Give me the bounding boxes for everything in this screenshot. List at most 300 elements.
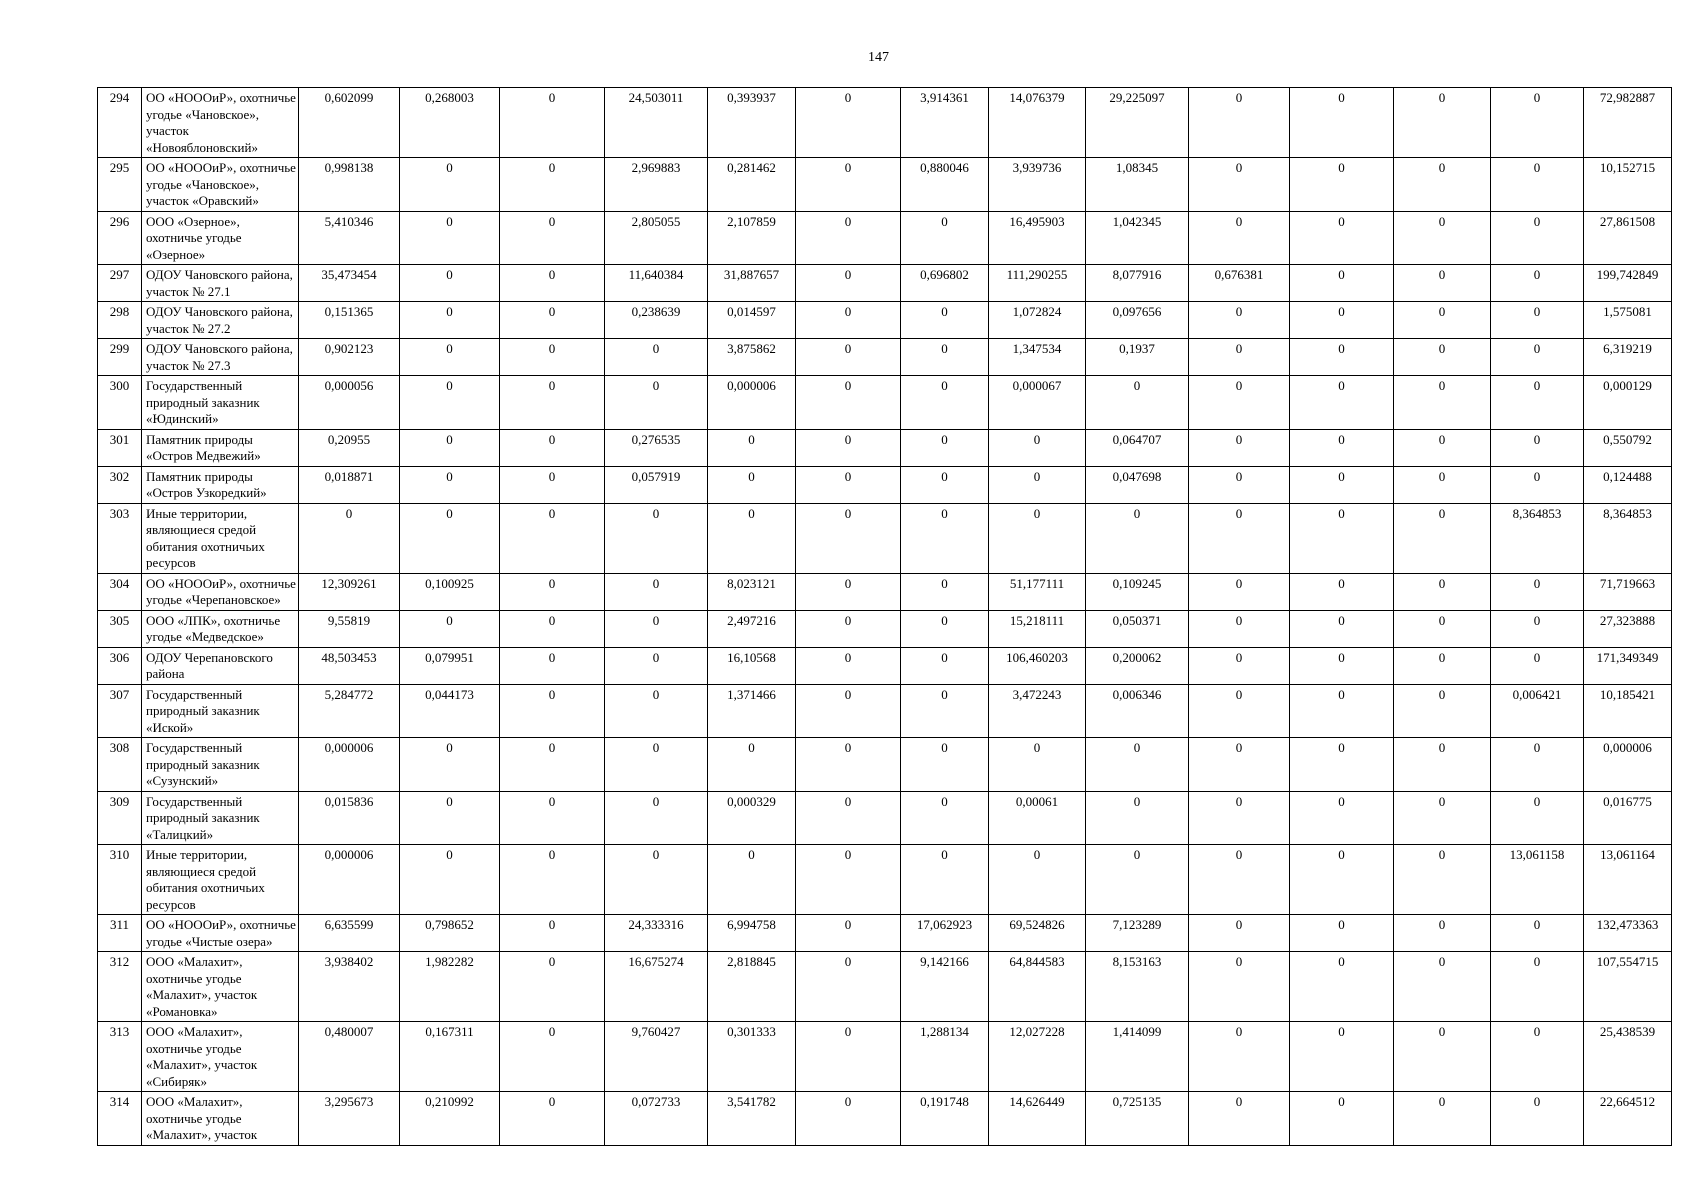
value-cell-2: 0 [400, 466, 500, 503]
value-cell-8: 0 [989, 466, 1086, 503]
row-number: 305 [98, 610, 142, 647]
table-row [98, 915, 1672, 952]
value-cell-3: 0 [500, 88, 605, 158]
value-cell-7: 0 [901, 503, 989, 573]
table-body [98, 88, 1672, 1146]
value-cell-7: 0 [901, 376, 989, 430]
table-row [98, 738, 1672, 792]
row-number: 302 [98, 466, 142, 503]
value-cell-2: 0,798652 [400, 915, 500, 952]
value-cell-8: 14,626449 [989, 1092, 1086, 1146]
value-cell-1: 9,55819 [299, 610, 400, 647]
value-cell-3: 0 [500, 647, 605, 684]
value-cell-13: 0 [1491, 1022, 1584, 1092]
value-cell-4: 0 [605, 573, 708, 610]
value-cell-7: 0 [901, 647, 989, 684]
value-cell-10: 0 [1189, 738, 1290, 792]
row-number: 314 [98, 1092, 142, 1146]
value-cell-7: 0 [901, 339, 989, 376]
row-name: Государственный природный заказник «Юдинский» [142, 376, 299, 430]
value-cell-4: 0 [605, 738, 708, 792]
value-cell-5: 0 [708, 738, 796, 792]
value-cell-9: 0 [1086, 503, 1189, 573]
value-cell-4: 2,805055 [605, 211, 708, 265]
value-cell-1: 0,151365 [299, 302, 400, 339]
row-name: ОДОУ Чановского района, участок № 27.1 [142, 265, 299, 302]
value-cell-11: 0 [1290, 339, 1394, 376]
row-number: 310 [98, 845, 142, 915]
value-cell-3: 0 [500, 684, 605, 738]
value-cell-4: 11,640384 [605, 265, 708, 302]
row-name: Иные территории, являющиеся средой обитания охотничьих ресурсов [142, 845, 299, 915]
value-cell-4: 0 [605, 684, 708, 738]
value-cell-10: 0 [1189, 211, 1290, 265]
value-cell-5: 0,301333 [708, 1022, 796, 1092]
value-cell-8: 0 [989, 503, 1086, 573]
value-cell-11: 0 [1290, 915, 1394, 952]
value-cell-9: 1,08345 [1086, 158, 1189, 212]
value-cell-8: 14,076379 [989, 88, 1086, 158]
value-cell-5: 1,371466 [708, 684, 796, 738]
value-cell-1: 0,000006 [299, 738, 400, 792]
value-cell-14: 0,000006 [1584, 738, 1672, 792]
value-cell-4: 0 [605, 376, 708, 430]
value-cell-12: 0 [1394, 1092, 1491, 1146]
value-cell-3: 0 [500, 211, 605, 265]
row-number: 296 [98, 211, 142, 265]
value-cell-5: 2,818845 [708, 952, 796, 1022]
value-cell-7: 9,142166 [901, 952, 989, 1022]
value-cell-11: 0 [1290, 610, 1394, 647]
value-cell-5: 0 [708, 466, 796, 503]
value-cell-11: 0 [1290, 952, 1394, 1022]
value-cell-7: 0 [901, 211, 989, 265]
value-cell-12: 0 [1394, 88, 1491, 158]
value-cell-10: 0 [1189, 376, 1290, 430]
value-cell-3: 0 [500, 503, 605, 573]
value-cell-9: 0,109245 [1086, 573, 1189, 610]
value-cell-9: 1,414099 [1086, 1022, 1189, 1092]
value-cell-2: 0 [400, 791, 500, 845]
value-cell-7: 3,914361 [901, 88, 989, 158]
value-cell-1: 0,998138 [299, 158, 400, 212]
value-cell-8: 12,027228 [989, 1022, 1086, 1092]
value-cell-4: 0 [605, 647, 708, 684]
value-cell-9: 0,050371 [1086, 610, 1189, 647]
value-cell-11: 0 [1290, 158, 1394, 212]
value-cell-12: 0 [1394, 1022, 1491, 1092]
value-cell-2: 0 [400, 158, 500, 212]
value-cell-7: 17,062923 [901, 915, 989, 952]
value-cell-12: 0 [1394, 466, 1491, 503]
value-cell-10: 0 [1189, 684, 1290, 738]
value-cell-7: 0,696802 [901, 265, 989, 302]
value-cell-7: 0 [901, 845, 989, 915]
value-cell-4: 16,675274 [605, 952, 708, 1022]
value-cell-7: 0 [901, 429, 989, 466]
row-number: 309 [98, 791, 142, 845]
row-name: Государственный природный заказник «Сузунский» [142, 738, 299, 792]
value-cell-9: 0,064707 [1086, 429, 1189, 466]
table-row [98, 376, 1672, 430]
row-number: 299 [98, 339, 142, 376]
value-cell-10: 0 [1189, 466, 1290, 503]
value-cell-8: 0,00061 [989, 791, 1086, 845]
value-cell-14: 71,719663 [1584, 573, 1672, 610]
value-cell-6: 0 [796, 845, 901, 915]
value-cell-8: 0,000067 [989, 376, 1086, 430]
value-cell-12: 0 [1394, 610, 1491, 647]
table-row [98, 466, 1672, 503]
value-cell-8: 3,939736 [989, 158, 1086, 212]
value-cell-4: 0 [605, 845, 708, 915]
value-cell-9: 0,1937 [1086, 339, 1189, 376]
value-cell-7: 0 [901, 738, 989, 792]
value-cell-9: 0,047698 [1086, 466, 1189, 503]
value-cell-5: 3,875862 [708, 339, 796, 376]
value-cell-2: 0 [400, 302, 500, 339]
value-cell-12: 0 [1394, 952, 1491, 1022]
value-cell-13: 0 [1491, 88, 1584, 158]
value-cell-8: 106,460203 [989, 647, 1086, 684]
value-cell-13: 0 [1491, 429, 1584, 466]
value-cell-10: 0 [1189, 88, 1290, 158]
row-number: 304 [98, 573, 142, 610]
row-name: Государственный природный заказник «Талицкий» [142, 791, 299, 845]
page-number: 147 [868, 50, 889, 65]
value-cell-13: 0 [1491, 466, 1584, 503]
value-cell-6: 0 [796, 791, 901, 845]
value-cell-13: 0 [1491, 211, 1584, 265]
value-cell-10: 0 [1189, 952, 1290, 1022]
value-cell-2: 0 [400, 265, 500, 302]
value-cell-2: 0 [400, 376, 500, 430]
row-name: Памятник природы «Остров Медвежий» [142, 429, 299, 466]
value-cell-11: 0 [1290, 265, 1394, 302]
value-cell-8: 111,290255 [989, 265, 1086, 302]
table-row [98, 211, 1672, 265]
value-cell-9: 8,077916 [1086, 265, 1189, 302]
value-cell-14: 13,061164 [1584, 845, 1672, 915]
value-cell-13: 0 [1491, 302, 1584, 339]
value-cell-9: 1,042345 [1086, 211, 1189, 265]
value-cell-14: 0,124488 [1584, 466, 1672, 503]
value-cell-12: 0 [1394, 265, 1491, 302]
value-cell-5: 0,281462 [708, 158, 796, 212]
table-row [98, 1092, 1672, 1146]
value-cell-14: 27,323888 [1584, 610, 1672, 647]
value-cell-6: 0 [796, 265, 901, 302]
value-cell-14: 199,742849 [1584, 265, 1672, 302]
value-cell-13: 0 [1491, 791, 1584, 845]
row-name: ОО «НОООиР», охотничье угодье «Черепановское» [142, 573, 299, 610]
value-cell-3: 0 [500, 302, 605, 339]
value-cell-4: 0 [605, 791, 708, 845]
value-cell-5: 6,994758 [708, 915, 796, 952]
value-cell-11: 0 [1290, 376, 1394, 430]
value-cell-14: 22,664512 [1584, 1092, 1672, 1146]
value-cell-11: 0 [1290, 1092, 1394, 1146]
table-row [98, 265, 1672, 302]
value-cell-11: 0 [1290, 1022, 1394, 1092]
table-row [98, 158, 1672, 212]
value-cell-8: 0 [989, 845, 1086, 915]
value-cell-10: 0 [1189, 610, 1290, 647]
value-cell-6: 0 [796, 503, 901, 573]
value-cell-10: 0 [1189, 503, 1290, 573]
value-cell-10: 0 [1189, 1022, 1290, 1092]
value-cell-13: 0 [1491, 1092, 1584, 1146]
value-cell-14: 6,319219 [1584, 339, 1672, 376]
value-cell-12: 0 [1394, 647, 1491, 684]
value-cell-11: 0 [1290, 791, 1394, 845]
value-cell-3: 0 [500, 791, 605, 845]
value-cell-4: 0,072733 [605, 1092, 708, 1146]
value-cell-2: 0,167311 [400, 1022, 500, 1092]
table-row [98, 1022, 1672, 1092]
value-cell-1: 5,410346 [299, 211, 400, 265]
value-cell-8: 1,072824 [989, 302, 1086, 339]
value-cell-12: 0 [1394, 503, 1491, 573]
value-cell-14: 10,152715 [1584, 158, 1672, 212]
value-cell-14: 25,438539 [1584, 1022, 1672, 1092]
row-name: Государственный природный заказник «Иской» [142, 684, 299, 738]
value-cell-13: 0 [1491, 573, 1584, 610]
value-cell-11: 0 [1290, 845, 1394, 915]
value-cell-11: 0 [1290, 503, 1394, 573]
value-cell-2: 0 [400, 429, 500, 466]
value-cell-5: 3,541782 [708, 1092, 796, 1146]
value-cell-7: 0 [901, 466, 989, 503]
value-cell-11: 0 [1290, 684, 1394, 738]
value-cell-4: 0 [605, 610, 708, 647]
value-cell-1: 12,309261 [299, 573, 400, 610]
value-cell-12: 0 [1394, 738, 1491, 792]
row-name: ООО «Малахит», охотничье угодье «Малахит», участок «Романовка» [142, 952, 299, 1022]
value-cell-1: 0,000006 [299, 845, 400, 915]
value-cell-3: 0 [500, 915, 605, 952]
value-cell-6: 0 [796, 88, 901, 158]
row-name: ОО «НОООиР», охотничье угодье «Чистые озера» [142, 915, 299, 952]
value-cell-1: 5,284772 [299, 684, 400, 738]
data-table [97, 87, 1672, 1146]
value-cell-13: 8,364853 [1491, 503, 1584, 573]
value-cell-2: 0 [400, 339, 500, 376]
row-name: Памятник природы «Остров Узкоредкий» [142, 466, 299, 503]
value-cell-6: 0 [796, 573, 901, 610]
value-cell-5: 31,887657 [708, 265, 796, 302]
value-cell-10: 0 [1189, 845, 1290, 915]
value-cell-9: 0 [1086, 738, 1189, 792]
row-number: 312 [98, 952, 142, 1022]
value-cell-6: 0 [796, 952, 901, 1022]
row-name: ОО «НОООиР», охотничье угодье «Чановское», участок «Новояблоновский» [142, 88, 299, 158]
value-cell-1: 0,018871 [299, 466, 400, 503]
value-cell-12: 0 [1394, 211, 1491, 265]
value-cell-1: 0,20955 [299, 429, 400, 466]
value-cell-13: 0 [1491, 738, 1584, 792]
row-number: 295 [98, 158, 142, 212]
value-cell-2: 1,982282 [400, 952, 500, 1022]
row-name: ОДОУ Чановского района, участок № 27.2 [142, 302, 299, 339]
value-cell-6: 0 [796, 158, 901, 212]
value-cell-10: 0 [1189, 339, 1290, 376]
value-cell-5: 2,497216 [708, 610, 796, 647]
row-name: ООО «Малахит», охотничье угодье «Малахит», участок «Сибиряк» [142, 1022, 299, 1092]
value-cell-7: 0,880046 [901, 158, 989, 212]
row-number: 308 [98, 738, 142, 792]
value-cell-3: 0 [500, 738, 605, 792]
value-cell-1: 3,938402 [299, 952, 400, 1022]
value-cell-8: 15,218111 [989, 610, 1086, 647]
value-cell-9: 0,200062 [1086, 647, 1189, 684]
value-cell-11: 0 [1290, 647, 1394, 684]
value-cell-9: 0,097656 [1086, 302, 1189, 339]
value-cell-8: 64,844583 [989, 952, 1086, 1022]
value-cell-4: 2,969883 [605, 158, 708, 212]
value-cell-3: 0 [500, 952, 605, 1022]
value-cell-14: 171,349349 [1584, 647, 1672, 684]
value-cell-2: 0,268003 [400, 88, 500, 158]
value-cell-6: 0 [796, 466, 901, 503]
value-cell-4: 0,276535 [605, 429, 708, 466]
value-cell-14: 72,982887 [1584, 88, 1672, 158]
value-cell-6: 0 [796, 1022, 901, 1092]
value-cell-3: 0 [500, 1022, 605, 1092]
value-cell-8: 16,495903 [989, 211, 1086, 265]
table-row [98, 845, 1672, 915]
row-number: 294 [98, 88, 142, 158]
table-row [98, 573, 1672, 610]
row-number: 307 [98, 684, 142, 738]
value-cell-13: 0 [1491, 376, 1584, 430]
value-cell-8: 1,347534 [989, 339, 1086, 376]
value-cell-13: 13,061158 [1491, 845, 1584, 915]
value-cell-3: 0 [500, 339, 605, 376]
value-cell-6: 0 [796, 211, 901, 265]
value-cell-8: 51,177111 [989, 573, 1086, 610]
table-row [98, 88, 1672, 158]
value-cell-1: 48,503453 [299, 647, 400, 684]
value-cell-14: 0,000129 [1584, 376, 1672, 430]
value-cell-6: 0 [796, 684, 901, 738]
value-cell-5: 0 [708, 503, 796, 573]
value-cell-14: 0,016775 [1584, 791, 1672, 845]
value-cell-11: 0 [1290, 466, 1394, 503]
value-cell-2: 0 [400, 738, 500, 792]
value-cell-12: 0 [1394, 845, 1491, 915]
value-cell-12: 0 [1394, 791, 1491, 845]
value-cell-8: 0 [989, 738, 1086, 792]
value-cell-9: 29,225097 [1086, 88, 1189, 158]
value-cell-9: 8,153163 [1086, 952, 1189, 1022]
value-cell-10: 0 [1189, 302, 1290, 339]
value-cell-3: 0 [500, 1092, 605, 1146]
value-cell-12: 0 [1394, 573, 1491, 610]
value-cell-2: 0 [400, 211, 500, 265]
value-cell-1: 6,635599 [299, 915, 400, 952]
value-cell-6: 0 [796, 1092, 901, 1146]
value-cell-2: 0,044173 [400, 684, 500, 738]
value-cell-3: 0 [500, 265, 605, 302]
value-cell-2: 0 [400, 610, 500, 647]
value-cell-12: 0 [1394, 158, 1491, 212]
value-cell-4: 0 [605, 503, 708, 573]
value-cell-6: 0 [796, 339, 901, 376]
value-cell-7: 0 [901, 684, 989, 738]
value-cell-6: 0 [796, 610, 901, 647]
table-row [98, 791, 1672, 845]
row-name: ОДОУ Черепановского района [142, 647, 299, 684]
value-cell-5: 0,000006 [708, 376, 796, 430]
value-cell-9: 0 [1086, 376, 1189, 430]
value-cell-11: 0 [1290, 429, 1394, 466]
value-cell-4: 9,760427 [605, 1022, 708, 1092]
table-row [98, 339, 1672, 376]
value-cell-14: 132,473363 [1584, 915, 1672, 952]
value-cell-2: 0 [400, 503, 500, 573]
value-cell-12: 0 [1394, 429, 1491, 466]
value-cell-14: 107,554715 [1584, 952, 1672, 1022]
value-cell-3: 0 [500, 466, 605, 503]
table-row [98, 952, 1672, 1022]
value-cell-9: 0,725135 [1086, 1092, 1189, 1146]
table-row [98, 684, 1672, 738]
value-cell-1: 35,473454 [299, 265, 400, 302]
table-row [98, 503, 1672, 573]
value-cell-12: 0 [1394, 302, 1491, 339]
value-cell-1: 0,902123 [299, 339, 400, 376]
value-cell-5: 0,393937 [708, 88, 796, 158]
row-number: 297 [98, 265, 142, 302]
value-cell-12: 0 [1394, 339, 1491, 376]
value-cell-3: 0 [500, 845, 605, 915]
value-cell-13: 0 [1491, 647, 1584, 684]
value-cell-3: 0 [500, 376, 605, 430]
value-cell-6: 0 [796, 738, 901, 792]
value-cell-5: 0,014597 [708, 302, 796, 339]
value-cell-10: 0 [1189, 1092, 1290, 1146]
row-number: 303 [98, 503, 142, 573]
value-cell-5: 0 [708, 845, 796, 915]
row-number: 311 [98, 915, 142, 952]
value-cell-14: 10,185421 [1584, 684, 1672, 738]
value-cell-2: 0,210992 [400, 1092, 500, 1146]
value-cell-6: 0 [796, 647, 901, 684]
value-cell-10: 0 [1189, 791, 1290, 845]
table-row [98, 647, 1672, 684]
value-cell-12: 0 [1394, 915, 1491, 952]
value-cell-7: 0 [901, 791, 989, 845]
value-cell-3: 0 [500, 573, 605, 610]
value-cell-1: 0,602099 [299, 88, 400, 158]
value-cell-6: 0 [796, 376, 901, 430]
value-cell-12: 0 [1394, 684, 1491, 738]
value-cell-9: 0,006346 [1086, 684, 1189, 738]
value-cell-2: 0,079951 [400, 647, 500, 684]
value-cell-8: 69,524826 [989, 915, 1086, 952]
row-number: 300 [98, 376, 142, 430]
value-cell-5: 2,107859 [708, 211, 796, 265]
value-cell-1: 3,295673 [299, 1092, 400, 1146]
value-cell-13: 0 [1491, 339, 1584, 376]
value-cell-13: 0 [1491, 610, 1584, 647]
value-cell-2: 0,100925 [400, 573, 500, 610]
table-row [98, 610, 1672, 647]
row-number: 306 [98, 647, 142, 684]
value-cell-6: 0 [796, 915, 901, 952]
row-name: Иные территории, являющиеся средой обитания охотничьих ресурсов [142, 503, 299, 573]
